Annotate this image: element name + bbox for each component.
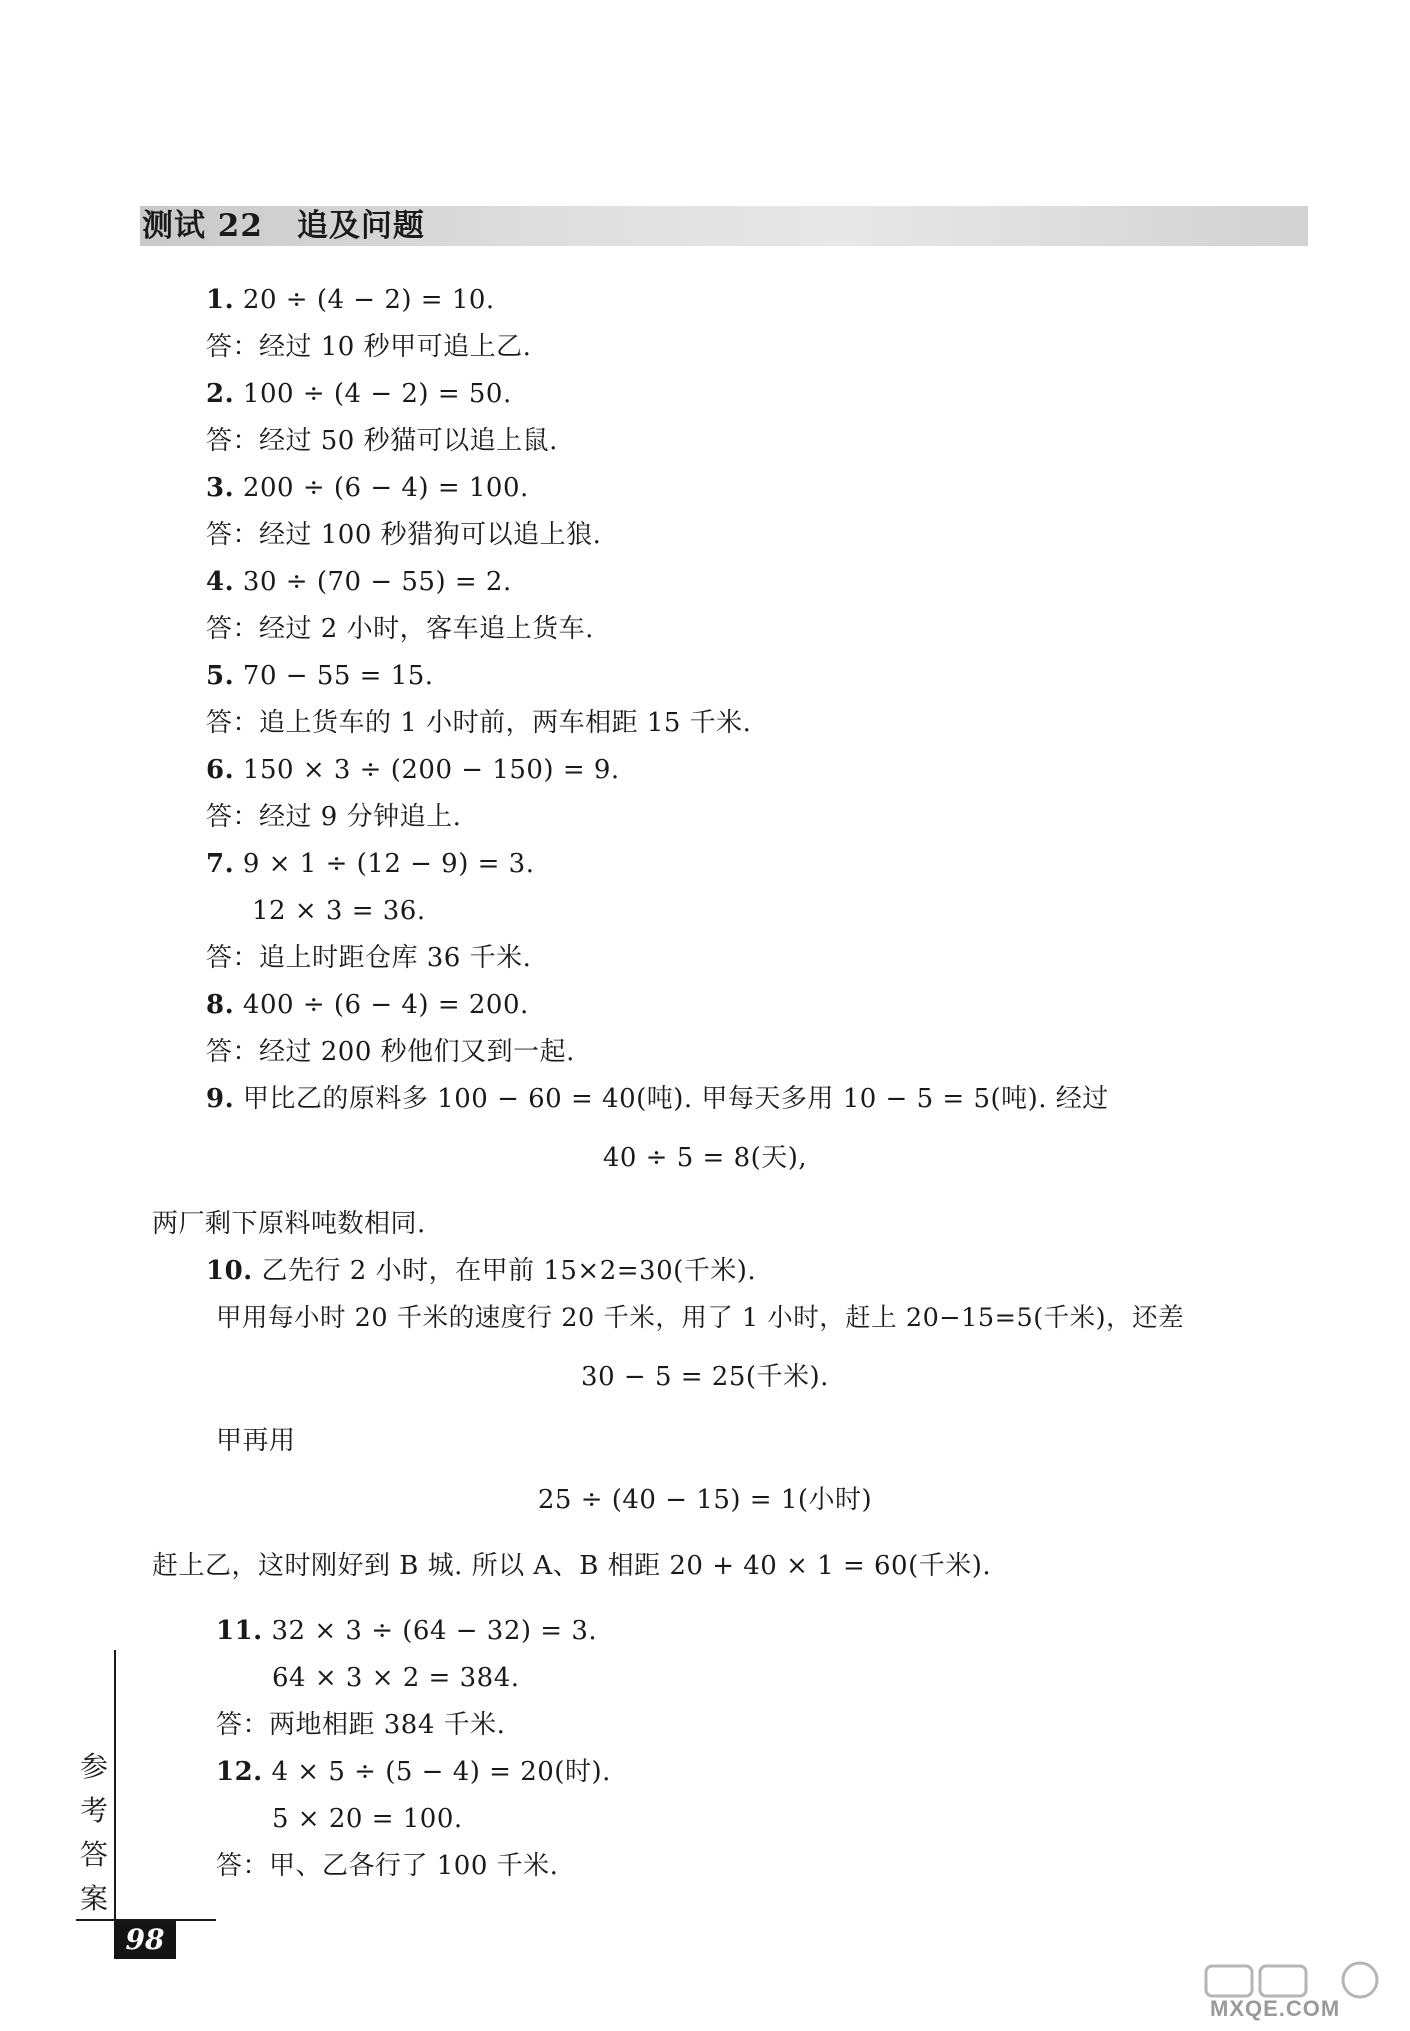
problem-number: 9. <box>206 1084 235 1114</box>
answer-line: 答：追上货车的 1 小时前，两车相距 15 千米. <box>206 708 752 738</box>
problem-number: 11. <box>216 1616 263 1646</box>
section-title <box>142 206 425 246</box>
answer-line: 答：经过 2 小时，客车追上货车. <box>206 614 594 644</box>
watermark-logo <box>1200 1960 1400 2020</box>
page-number: 98 <box>114 1921 176 1959</box>
side-label-reference-answers: 参 考 答 案 <box>79 1750 108 1915</box>
answer-line: 7. 9 × 1 ÷ (12 − 9) = 3. <box>206 849 535 879</box>
answer-line: 11. 32 × 3 ÷ (64 − 32) = 3. <box>216 1616 598 1646</box>
centered-equation: 30 − 5 = 25(千米). <box>581 1362 829 1392</box>
problem-number: 8. <box>206 990 235 1020</box>
answer-line: 10. 乙先行 2 小时，在甲前 15×2=30(千米). <box>206 1256 757 1286</box>
centered-equation: 25 ÷ (40 − 15) = 1(小时) <box>537 1485 873 1515</box>
answer-line: 答：两地相距 384 千米. <box>216 1710 506 1740</box>
problem-number: 5. <box>206 661 235 691</box>
answer-line: 甲再用 <box>216 1426 296 1456</box>
side-rule-vertical <box>114 1650 116 1922</box>
watermark-text: MXQE.COM <box>1210 1996 1341 2021</box>
problem-number: 4. <box>206 567 235 597</box>
answer-line: 12 × 3 = 36. <box>252 896 426 926</box>
answer-line: 答：经过 200 秒他们又到一起. <box>206 1037 575 1067</box>
answer-line: 答：经过 9 分钟追上. <box>206 802 462 832</box>
answer-line: 2. 100 ÷ (4 − 2) = 50. <box>206 379 512 409</box>
answer-line: 12. 4 × 5 ÷ (5 − 4) = 20(时). <box>216 1757 611 1787</box>
answer-line: 赶上乙，这时刚好到 B 城. 所以 A、B 相距 20 + 40 × 1 = 60(千米). <box>152 1551 992 1581</box>
centered-equation: 40 ÷ 5 = 8(天), <box>602 1143 808 1173</box>
problem-number: 12. <box>216 1757 263 1787</box>
answer-line: 答：经过 10 秒甲可追上乙. <box>206 332 532 362</box>
answer-line: 64 × 3 × 2 = 384. <box>272 1663 520 1693</box>
answer-line: 8. 400 ÷ (6 − 4) = 200. <box>206 990 529 1020</box>
problem-number: 1. <box>206 285 235 315</box>
answer-line: 6. 150 × 3 ÷ (200 − 150) = 9. <box>206 755 620 785</box>
answer-line: 5. 70 − 55 = 15. <box>206 661 434 691</box>
problem-number: 2. <box>206 379 235 409</box>
answer-line: 答：经过 100 秒猎狗可以追上狼. <box>206 520 602 550</box>
problem-number: 3. <box>206 473 235 503</box>
problem-number: 7. <box>206 849 235 879</box>
answer-line: 两厂剩下原料吨数相同. <box>152 1209 426 1239</box>
watermark-icon <box>1200 1960 1400 2000</box>
answer-line: 9. 甲比乙的原料多 100 − 60 = 40(吨). 甲每天多用 10 − 5 = 5(吨). 经过 <box>206 1084 1109 1114</box>
problem-number: 10. <box>206 1256 253 1286</box>
test-topic: 追及问题 <box>296 208 425 244</box>
answer-line: 5 × 20 = 100. <box>272 1804 463 1834</box>
answer-line: 答：甲、乙各行了 100 千米. <box>216 1851 559 1881</box>
answer-line: 答：追上时距仓库 36 千米. <box>206 943 532 973</box>
answer-line: 1. 20 ÷ (4 − 2) = 10. <box>206 285 495 315</box>
problem-number: 6. <box>206 755 235 785</box>
answer-line: 甲用每小时 20 千米的速度行 20 千米，用了 1 小时，赶上 20−15=5(千米)，还差 <box>216 1303 1185 1333</box>
answer-line: 答：经过 50 秒猫可以追上鼠. <box>206 426 558 456</box>
test-number: 测试 22 <box>142 208 263 244</box>
answer-line: 4. 30 ÷ (70 − 55) = 2. <box>206 567 512 597</box>
answer-line: 3. 200 ÷ (6 − 4) = 100. <box>206 473 529 503</box>
